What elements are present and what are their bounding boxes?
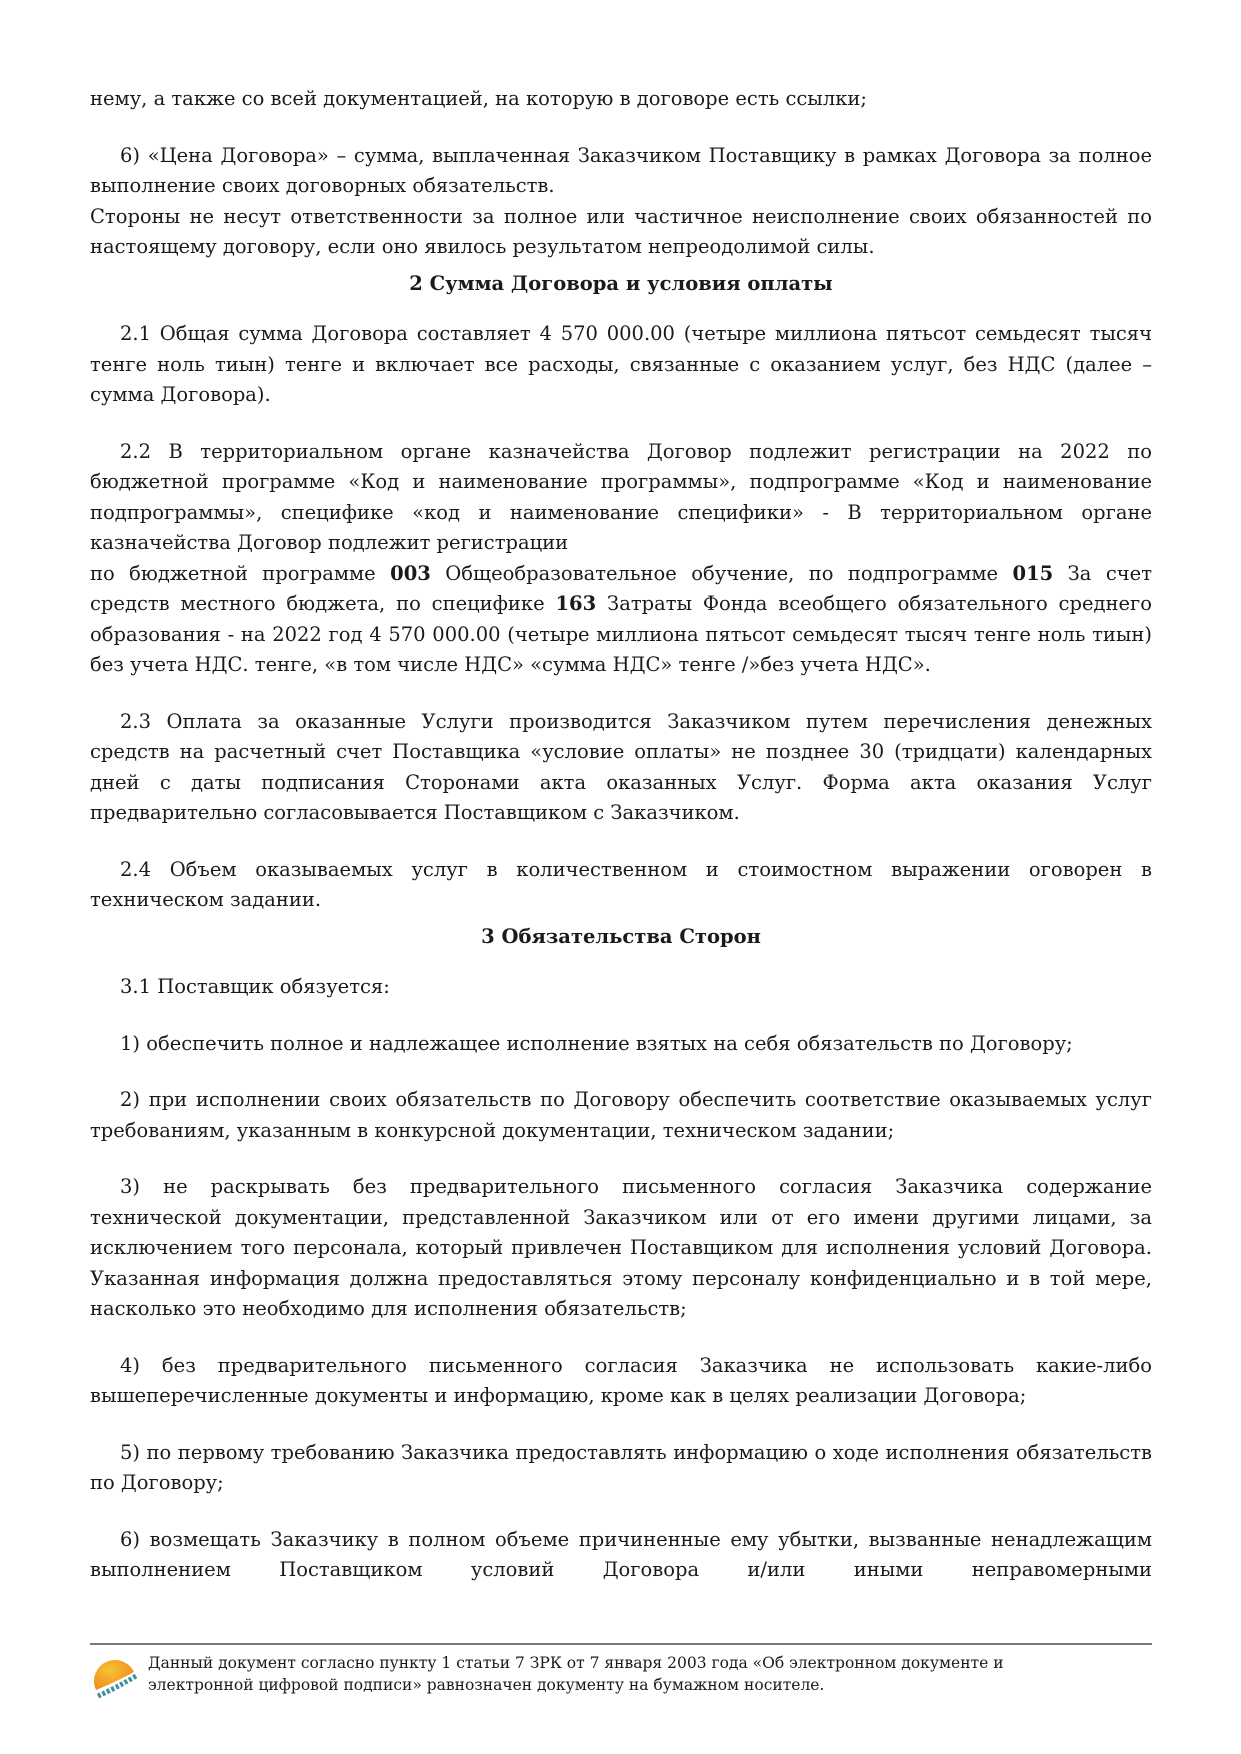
clause-2-2-part1: 2.2 В территориальном органе казначейства Договор подлежит регистрации на 2022 по бюджетной программе «Код и наименование программы», подпрограмме «Код и наименование подпрограммы», специфике «код и наименование специфики» - В территориальном органе казначейства Договор подлежит регистрации <box>90 439 1152 554</box>
legal-notice-line-1: Данный документ согласно пункту 1 статьи 7 ЗРК от 7 января 2003 года «Об электронном документе и <box>148 1654 1004 1672</box>
legal-notice-line-2: электронной цифровой подписи» равнозначен документу на бумажном носителе. <box>148 1676 825 1694</box>
spacer <box>90 299 1152 319</box>
definition-item-6: 6) «Цена Договора» – сумма, выплаченная Заказчиком Поставщику в рамках Договора за полное выполнение своих договорных обязательств. <box>90 143 1152 197</box>
spacer <box>90 411 1152 437</box>
obligation-item: 6) возмещать Заказчику в полном объеме причиненные ему убытки, вызванные ненадлежащим выполнением Поставщиком условий Договора и/или иными неправомерными <box>90 1527 1152 1581</box>
clause-3-1: 3.1 Поставщик обязуется: <box>120 975 390 998</box>
text: Затраты Фонда всеобщего обязательного среднего образования - на 2022 год 4 570 000.00 (четыре миллиона пятьсот семьдесят тысяч тенге ноль тиын) без учета НДС. тенге, «в том числе НДС» «сумма НДС» тенге /»без учета НДС». <box>90 592 1152 676</box>
clause-2-4: 2.4 Объем оказываемых услуг в количественном и стоимостном выражении оговорен в техническом задании. <box>90 857 1152 911</box>
footer-divider <box>90 1643 1152 1645</box>
egov-sun-logo-icon <box>90 1650 142 1702</box>
clause-2-2-part2 <box>90 559 1152 681</box>
spacer <box>90 1499 1152 1525</box>
section-3-title: 3 Обязательства Сторон <box>481 924 761 948</box>
spacer <box>90 952 1152 972</box>
text: За счет средств местного бюджета, по специфике <box>90 561 1152 615</box>
document-body <box>90 84 1152 1586</box>
specific-code: 163 <box>555 592 597 615</box>
force-majeure-clause: Стороны не несут ответственности за полное или частичное неисполнение своих обязанностей по настоящему договору, если оно явилось результатом непреодолимой силы. <box>90 204 1152 258</box>
clause-2-1: 2.1 Общая сумма Договора составляет 4 570 000.00 (четыре миллиона пятьсот семьдесят тысяч тенге ноль тиын) тенге и включает все расходы, связанные с оказанием услуг, без НДС (далее – сумма Договора). <box>90 322 1152 406</box>
spacer <box>90 1003 1152 1029</box>
spacer <box>90 1059 1152 1085</box>
spacer <box>90 829 1152 855</box>
program-code: 003 <box>390 561 431 585</box>
subprogram-code: 015 <box>1012 561 1054 585</box>
section-2-title: 2 Сумма Договора и условия оплаты <box>409 271 833 295</box>
spacer <box>90 115 1152 141</box>
clause-2-3: 2.3 Оплата за оказанные Услуги производится Заказчиком путем перечисления денежных средств на расчетный счет Поставщика «условие оплаты» не позднее 30 (тридцати) календарных дней с даты подписания Сторонами акта оказанных Услуг. Форма акта оказания Услуг предварительно согласовывается Поставщиком с Заказчиком. <box>90 709 1152 824</box>
obligation-item: 3) не раскрывать без предварительного письменного согласия Заказчика содержание технической документации, представленной Заказчиком или от его имени другими лицами, за исключением того персонала, который привлечен Поставщиком для исполнения условий Договора. Указанная информация должна предоставляться этому персоналу конфиденциально и в той мере, насколько это необходимо для исполнения обязательств; <box>90 1175 1152 1320</box>
spacer <box>90 1412 1152 1438</box>
spacer <box>90 681 1152 707</box>
obligation-item: 4) без предварительного письменного согласия Заказчика не использовать какие-либо вышеперечисленные документы и информацию, кроме как в целях реализации Договора; <box>90 1353 1152 1407</box>
text: по бюджетной программе <box>90 561 391 585</box>
legal-notice <box>148 1652 1148 1696</box>
obligation-item: 2) при исполнении своих обязательств по Договору обеспечить соответствие оказываемых услуг требованиям, указанным в конкурсной документации, техническом задании; <box>90 1088 1152 1142</box>
intro-continuation: нему, а также со всей документацией, на которую в договоре есть ссылки; <box>90 87 867 110</box>
spacer <box>90 1146 1152 1172</box>
footer <box>90 1650 1152 1700</box>
spacer <box>90 1325 1152 1351</box>
obligation-item: 5) по первому требованию Заказчика предоставлять информацию о ходе исполнения обязательств по Договору; <box>90 1440 1152 1494</box>
text: Общеобразовательное обучение, по подпрограмме <box>430 561 1013 585</box>
obligation-item: 1) обеспечить полное и надлежащее исполнение взятых на себя обязательств по Договору; <box>120 1031 1073 1055</box>
